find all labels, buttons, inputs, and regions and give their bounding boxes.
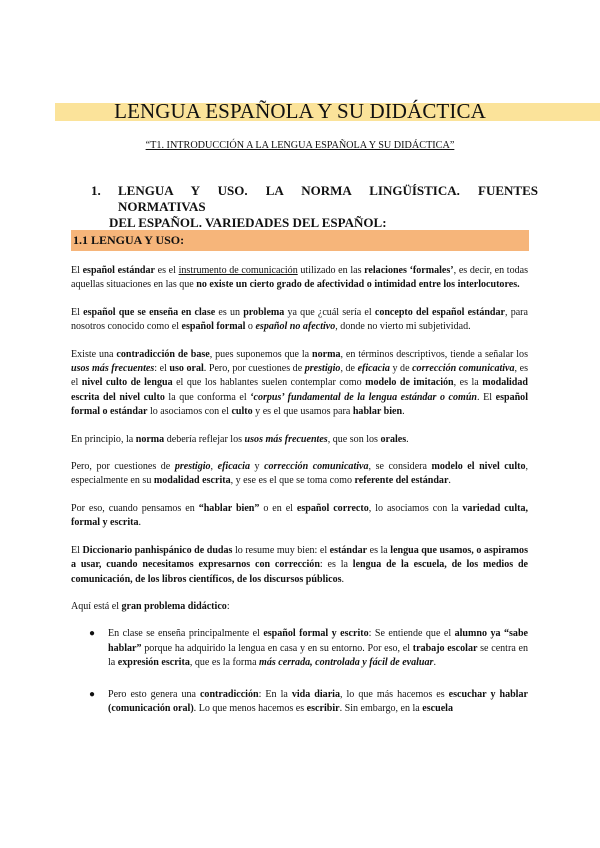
text-run: , de bbox=[340, 363, 358, 375]
bullet-icon: ● bbox=[89, 688, 96, 700]
text-run: , que es la forma bbox=[189, 657, 260, 669]
paragraph bbox=[71, 600, 528, 614]
paragraph bbox=[71, 306, 528, 335]
text-run: Por eso, cuando pensamos en bbox=[71, 502, 199, 514]
text-run: usos más frecuentes bbox=[244, 433, 328, 445]
text-run: , es decir, en todas aquellas situaciones en las que bbox=[71, 265, 529, 291]
subsection-title: 1.1 LENGUA Y USO: bbox=[73, 233, 185, 247]
text-run: prestigio bbox=[174, 461, 211, 473]
paragraph bbox=[71, 348, 528, 420]
text-run: es el bbox=[155, 265, 179, 276]
text-run: español formal o estándar bbox=[71, 391, 528, 418]
heading-line-1: LENGUA Y USO. LA NORMA LINGÜÍSTICA. FUENTES NORMATIVAS bbox=[118, 183, 538, 214]
text-run: trabajo escolar bbox=[412, 642, 478, 654]
text-run: , especialmente en su bbox=[71, 461, 529, 487]
text-run: . bbox=[402, 406, 405, 418]
text-run: lengua de la escuela, de los medios de comunicación, de los libros científicos, de los discursos públicos bbox=[71, 559, 529, 585]
text-run: vida diaria bbox=[291, 688, 340, 700]
text-run: orales bbox=[380, 433, 407, 445]
text-run: culto bbox=[231, 406, 253, 418]
list-item-text bbox=[108, 689, 528, 714]
text-run: norma bbox=[135, 433, 165, 445]
text-run: la que conforma el bbox=[164, 391, 251, 403]
text-run: estándar bbox=[329, 544, 368, 556]
text-run: eficacia bbox=[217, 461, 250, 473]
text-run: lo asociamos con el bbox=[147, 406, 232, 418]
text-run: escuchar y hablar (comunicación oral) bbox=[108, 688, 528, 714]
document-body bbox=[71, 264, 528, 716]
text-run: , se considera bbox=[368, 461, 432, 473]
text-run: : bbox=[226, 600, 230, 612]
text-run: no existe un cierto grado de afectividad o intimidad entre los interlocutores. bbox=[196, 279, 520, 291]
text-run: , bbox=[210, 461, 218, 473]
text-run: : Se entiende que el bbox=[368, 628, 455, 640]
text-run: . El bbox=[477, 391, 496, 403]
text-run: concepto del español estándar bbox=[374, 306, 505, 318]
text-run: y de bbox=[389, 363, 413, 375]
text-run: , en términos descriptivos, tiende a señalar los bbox=[340, 348, 528, 360]
text-run: corrección comunicativa bbox=[412, 363, 515, 375]
text-run: , es la bbox=[453, 377, 483, 389]
text-run: se centra en la bbox=[108, 642, 528, 669]
text-run: lo resume muy bien: el bbox=[232, 544, 330, 556]
list-item bbox=[71, 627, 528, 670]
text-run: escribir bbox=[306, 702, 340, 714]
document-title: LENGUA ESPAÑOLA Y SU DIDÁCTICA bbox=[114, 99, 486, 123]
text-run: uso oral bbox=[169, 363, 204, 375]
text-run: . bbox=[341, 573, 345, 585]
text-run: . bbox=[406, 433, 409, 445]
text-run: referente del estándar bbox=[354, 475, 449, 487]
text-run: : es la bbox=[319, 559, 353, 571]
text-run: eficacia bbox=[357, 363, 390, 375]
paragraph bbox=[71, 264, 528, 293]
text-run: nivel culto de lengua bbox=[81, 377, 173, 389]
paragraph bbox=[71, 460, 528, 489]
text-run: Pero esto genera una bbox=[108, 688, 200, 700]
text-run: modalidad escrita del nivel culto bbox=[71, 377, 529, 403]
list-item-text bbox=[108, 628, 528, 668]
text-run: . Pero, por cuestiones de bbox=[203, 363, 305, 375]
bullet-list bbox=[71, 627, 528, 716]
text-run: debería reflejar los bbox=[164, 433, 245, 445]
text-run: . Sin embargo, en la bbox=[339, 702, 423, 714]
text-run: y es el que usamos para bbox=[252, 406, 353, 418]
text-run: . bbox=[433, 657, 436, 669]
text-run: español estándar bbox=[82, 265, 156, 276]
paragraph bbox=[71, 433, 528, 447]
text-run: español formal y escrito bbox=[263, 628, 369, 640]
text-run: más cerrada, controlada y fácil de evaluar bbox=[259, 657, 434, 669]
text-run: lengua que usamos, o aspiramos a usar, cuando necesitamos expresarnos con corrección bbox=[71, 544, 528, 571]
text-run: es un bbox=[215, 306, 244, 318]
text-run: instrumento de comunicación bbox=[178, 265, 298, 276]
text-run: , es el bbox=[71, 363, 528, 389]
text-run: variedad culta, formal y escrita bbox=[71, 502, 529, 529]
text-run: El bbox=[71, 265, 83, 276]
text-run: utilizado en las bbox=[297, 265, 365, 276]
text-run: español no afectivo bbox=[255, 321, 336, 333]
text-run: escuela bbox=[422, 702, 453, 714]
heading-line-2: DEL ESPAÑOL. VARIEDADES DEL ESPAÑOL: bbox=[109, 215, 387, 230]
text-run: español que se enseña en clase bbox=[83, 306, 216, 318]
bullet-icon: ● bbox=[89, 628, 96, 640]
text-run: usos más frecuentes bbox=[71, 363, 155, 375]
text-run: . bbox=[448, 475, 451, 487]
text-run: . Lo que menos hacemos es bbox=[193, 702, 307, 714]
heading-number: 1. bbox=[91, 183, 101, 198]
paragraph bbox=[71, 502, 528, 531]
text-run: Pero, por cuestiones de bbox=[71, 461, 175, 473]
text-run: , lo asociamos con la bbox=[368, 502, 463, 514]
text-run: . bbox=[138, 517, 142, 529]
text-run: relaciones ‘formales’ bbox=[364, 265, 454, 276]
text-run: es la bbox=[367, 544, 391, 556]
text-run: , que son los bbox=[327, 433, 381, 445]
text-run: modalidad escrita bbox=[153, 475, 231, 487]
text-run: y bbox=[249, 461, 265, 473]
text-run: El bbox=[71, 544, 83, 556]
text-run: , y ese es el que se toma como bbox=[230, 475, 355, 487]
text-run: problema bbox=[243, 306, 285, 318]
text-run: , para nosotros conocido como el bbox=[71, 306, 528, 333]
text-run: Diccionario panhispánico de dudas bbox=[82, 544, 233, 556]
section-heading bbox=[91, 183, 538, 231]
text-run: alumno ya “sabe hablar” bbox=[108, 628, 528, 654]
text-run: contradicción de base bbox=[116, 348, 210, 360]
text-run: , pues suponemos que la bbox=[209, 348, 313, 360]
text-run: , donde no vierto mi subjetividad. bbox=[335, 321, 471, 333]
text-run: ya que ¿cuál sería el bbox=[284, 306, 375, 318]
text-run: prestigio bbox=[304, 363, 341, 375]
text-run: modelo el nivel culto bbox=[431, 461, 526, 473]
text-run: el que los hablantes suelen contemplar como bbox=[172, 377, 366, 389]
text-run: : En la bbox=[258, 688, 292, 700]
text-run: modelo de imitación bbox=[365, 377, 454, 389]
list-item bbox=[71, 688, 528, 717]
text-run: contradicción bbox=[199, 688, 259, 700]
text-run: “hablar bien” bbox=[198, 502, 260, 514]
text-run: Existe una bbox=[71, 348, 117, 360]
text-run: porque ha adquirido la lengua en casa y en su entorno. Por eso, el bbox=[141, 642, 413, 654]
text-run: En principio, la bbox=[71, 433, 136, 445]
text-run: En clase se enseña principalmente el bbox=[108, 628, 264, 640]
text-run: gran problema didáctico bbox=[121, 600, 227, 612]
document-subtitle: “T1. INTRODUCCIÓN A LA LENGUA ESPAÑOLA Y SU DIDÁCTICA” bbox=[145, 140, 455, 151]
text-run: corrección comunicativa bbox=[264, 461, 369, 473]
text-run: Aquí está el bbox=[71, 600, 122, 612]
subsection-bar bbox=[71, 230, 529, 251]
text-run: hablar bien bbox=[352, 406, 403, 418]
text-run: o en el bbox=[259, 502, 297, 514]
paragraph bbox=[71, 544, 528, 587]
text-run: , lo que más hacemos es bbox=[339, 688, 449, 700]
text-run: o bbox=[245, 321, 256, 333]
text-run: ‘corpus’ fundamental de la lengua estándar o común bbox=[250, 391, 478, 403]
text-run: norma bbox=[312, 348, 341, 360]
text-run: : el bbox=[154, 363, 170, 375]
text-run: español correcto bbox=[296, 502, 369, 514]
text-run: español formal bbox=[181, 321, 246, 333]
text-run: expresión escrita bbox=[117, 657, 190, 669]
text-run: El bbox=[71, 306, 84, 318]
